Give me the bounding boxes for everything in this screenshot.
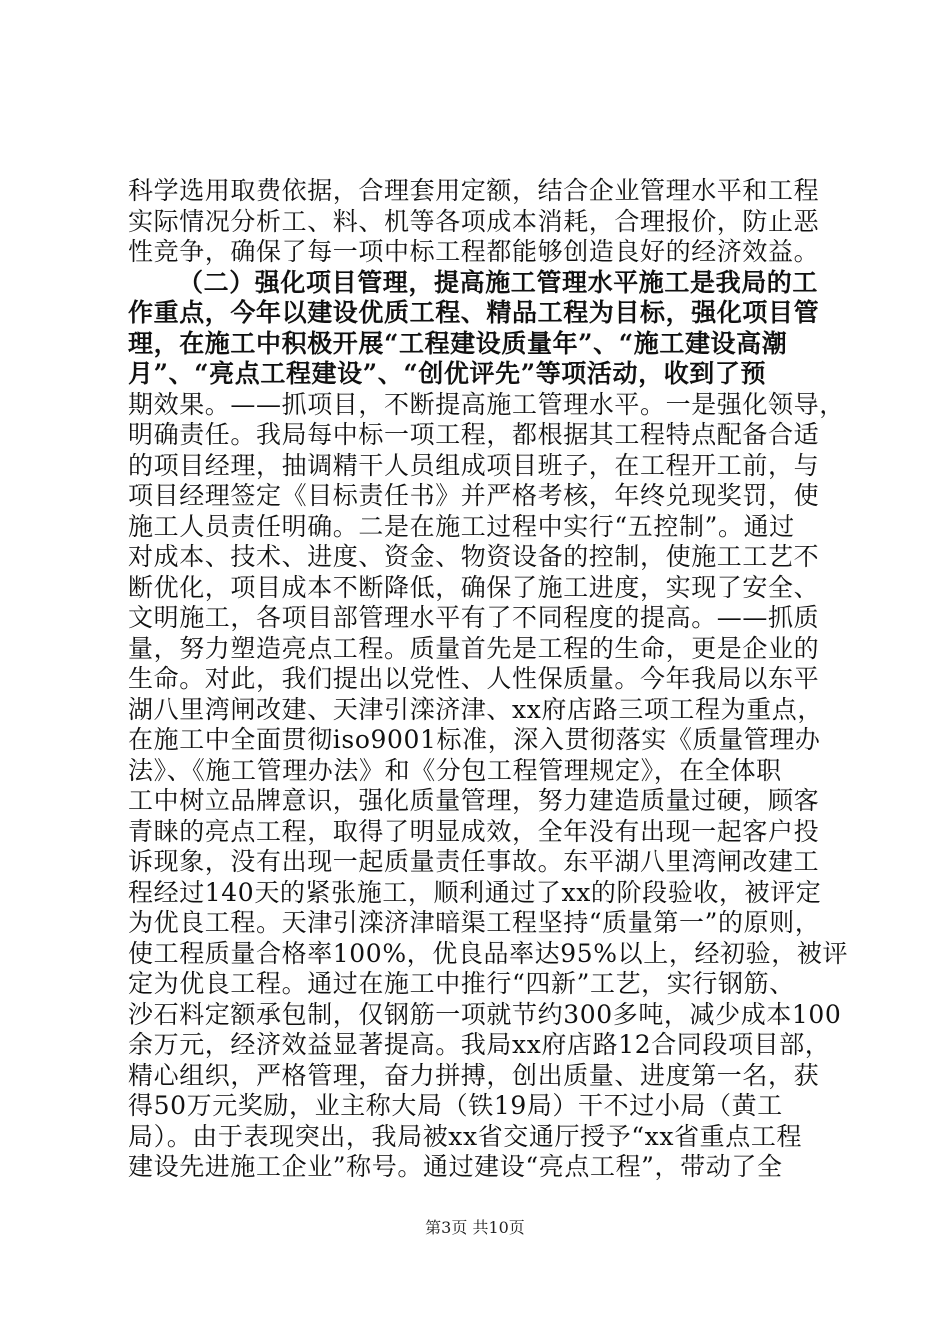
- text-line: 定为优良工程。通过在施工中推行“四新”工艺，实行钢筋、: [128, 969, 795, 998]
- text-line: 工中树立品牌意识，强化质量管理，努力建造质量过硬，顾客: [128, 786, 820, 815]
- text-line: 项目经理签定《目标责任书》并严格考核，年终兑现奖罚，使: [128, 481, 820, 510]
- text-line: 得50万元奖励，业主称大局（铁19局）干不过小局（黄工: [128, 1091, 783, 1120]
- section-heading-line: （二）强化项目管理，提高施工管理水平施工是我局的工: [178, 267, 819, 297]
- section-heading-line: 理，在施工中积极开展“工程建设质量年”、“施工建设高潮: [128, 328, 788, 358]
- text-line: 法》、《施工管理办法》和《分包工程管理规定》，在全体职: [128, 755, 782, 785]
- text-line: 使工程质量合格率100%，优良品率达95%以上，经初验，被评: [128, 938, 849, 968]
- page-number: 第3页 共10页: [425, 1218, 525, 1237]
- text-line: 建设先进施工企业”称号。通过建设“亮点工程”，带动了全: [128, 1152, 783, 1181]
- text-line: 诉现象，没有出现一起质量责任事故。东平湖八里湾闸改建工: [128, 847, 820, 876]
- text-line: 对成本、技术、进度、资金、物资设备的控制，使施工工艺不: [128, 542, 820, 571]
- page-footer: [0, 1215, 950, 1238]
- text-line: 青睐的亮点工程，取得了明显成效，全年没有出现一起客户投: [128, 816, 820, 846]
- text-line: 沙石料定额承包制，仅钢筋一项就节约300多吨，减少成本100: [128, 999, 842, 1029]
- text-line: 生命。对此，我们提出以党性、人性保质量。今年我局以东平: [128, 664, 820, 693]
- text-line: 期效果。——抓项目，不断提高施工管理水平。一是强化领导，: [128, 389, 845, 419]
- text-line: 科学选用取费依据，合理套用定额，结合企业管理水平和工程: [128, 176, 820, 205]
- text-line: 文明施工，各项目部管理水平有了不同程度的提高。——抓质: [128, 603, 820, 632]
- text-line: 在施工中全面贯彻iso9001标准，深入贯彻落实《质量管理办: [128, 725, 821, 754]
- text-line: 余万元，经济效益显著提高。我局xx府店路12合同段项目部，: [128, 1030, 831, 1059]
- paragraph-project-management: [128, 267, 849, 1183]
- paragraph-cost-control: [128, 176, 834, 268]
- text-line: 的项目经理，抽调精干人员组成项目班子，在工程开工前，与: [128, 450, 820, 480]
- text-line: 施工人员责任明确。二是在施工过程中实行“五控制”。通过: [128, 511, 795, 541]
- text-line: 量，努力塑造亮点工程。质量首先是工程的生命，更是企业的: [128, 633, 820, 663]
- text-line: 精心组织，严格管理，奋力拼搏，创出质量、进度第一名，获: [128, 1060, 820, 1090]
- section-heading-line: 月”、“亮点工程建设”、“创优评先”等项活动，收到了预: [128, 359, 767, 388]
- text-line: 断优化，项目成本不断降低，确保了施工进度，实现了安全、: [128, 572, 820, 602]
- text-line: 性竞争，确保了每一项中标工程都能够创造良好的经济效益。: [128, 237, 820, 266]
- document-body: [128, 176, 849, 1183]
- text-line: 实际情况分析工、料、机等各项成本消耗，合理报价，防止恶: [128, 206, 820, 236]
- text-line: 明确责任。我局每中标一项工程，都根据其工程特点配备合适: [128, 420, 820, 449]
- text-line: 湖八里湾闸改建、天津引滦济津、xx府店路三项工程为重点，: [128, 694, 824, 724]
- text-line: 局）。由于表现突出，我局被xx省交通厅授予“xx省重点工程: [128, 1121, 803, 1151]
- section-heading-line: 作重点，今年以建设优质工程、精品工程为目标，强化项目管: [128, 298, 820, 327]
- text-line: 为优良工程。天津引滦济津暗渠工程坚持“质量第一”的原则，: [128, 908, 821, 937]
- text-line: 程经过140天的紧张施工，顺利通过了xx的阶段验收，被评定: [128, 877, 822, 907]
